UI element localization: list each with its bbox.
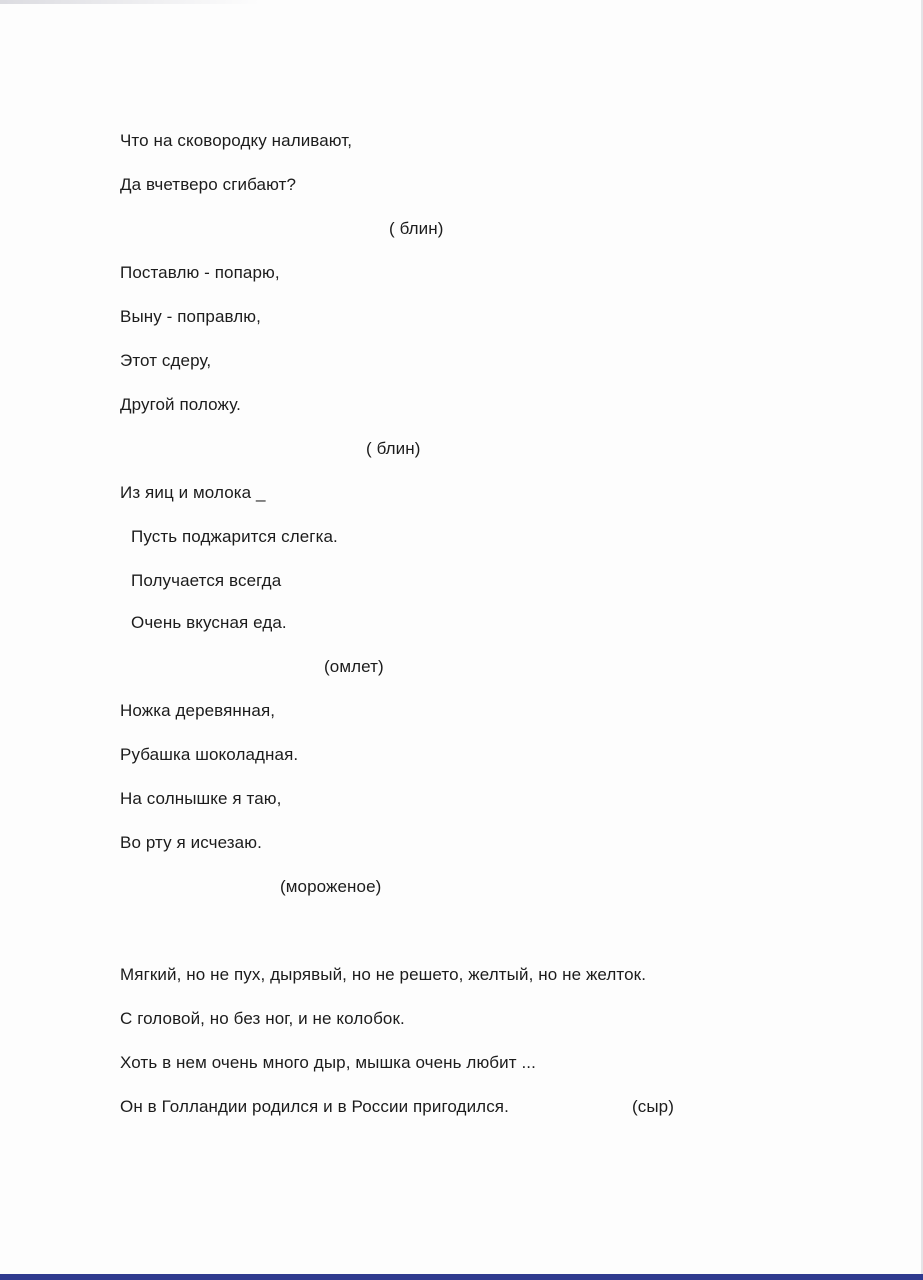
riddle-5-line-1: Мягкий, но не пух, дырявый, но не решето, желтый, но не желток.: [120, 965, 647, 984]
riddle-5-line-4: Он в Голландии родился и в России пригодился.: [120, 1097, 509, 1116]
riddle-4-line-3: На солнышке я таю,: [120, 789, 282, 808]
scan-artifact-bottom: [0, 1274, 923, 1280]
riddle-2-line-4: Другой положу.: [120, 395, 241, 414]
riddle-5-line-2: С головой, но без ног, и не колобок.: [120, 1009, 405, 1028]
riddle-2-line-3: Этот сдеру,: [120, 351, 212, 370]
riddle-4-line-1: Ножка деревянная,: [120, 701, 276, 720]
riddle-2-line-1: Поставлю - попарю,: [120, 263, 280, 282]
riddle-5-answer: (сыр): [632, 1097, 674, 1116]
riddle-3-line-4: Очень вкусная еда.: [131, 613, 287, 632]
riddle-3-answer: (омлет): [324, 657, 384, 676]
riddle-2-answer: ( блин): [366, 439, 421, 458]
riddle-4-line-4: Во рту я исчезаю.: [120, 833, 262, 852]
riddle-3-line-1: Из яиц и молока _: [120, 483, 266, 502]
riddle-5-line-3: Хоть в нем очень много дыр, мышка очень любит ...: [120, 1053, 536, 1072]
riddle-1-line-2: Да вчетверо сгибают?: [120, 175, 297, 194]
scan-artifact-top: [0, 0, 260, 4]
riddle-1-answer: ( блин): [389, 219, 444, 238]
riddle-1-line-1: Что на сковородку наливают,: [120, 131, 353, 150]
riddle-4-answer: (мороженое): [280, 877, 382, 896]
riddle-2-line-2: Выну - поправлю,: [120, 307, 261, 326]
riddle-3-line-3: Получается всегда: [131, 571, 282, 590]
riddle-4-line-2: Рубашка шоколадная.: [120, 745, 299, 764]
riddle-3-line-2: Пусть поджарится слегка.: [131, 527, 338, 546]
